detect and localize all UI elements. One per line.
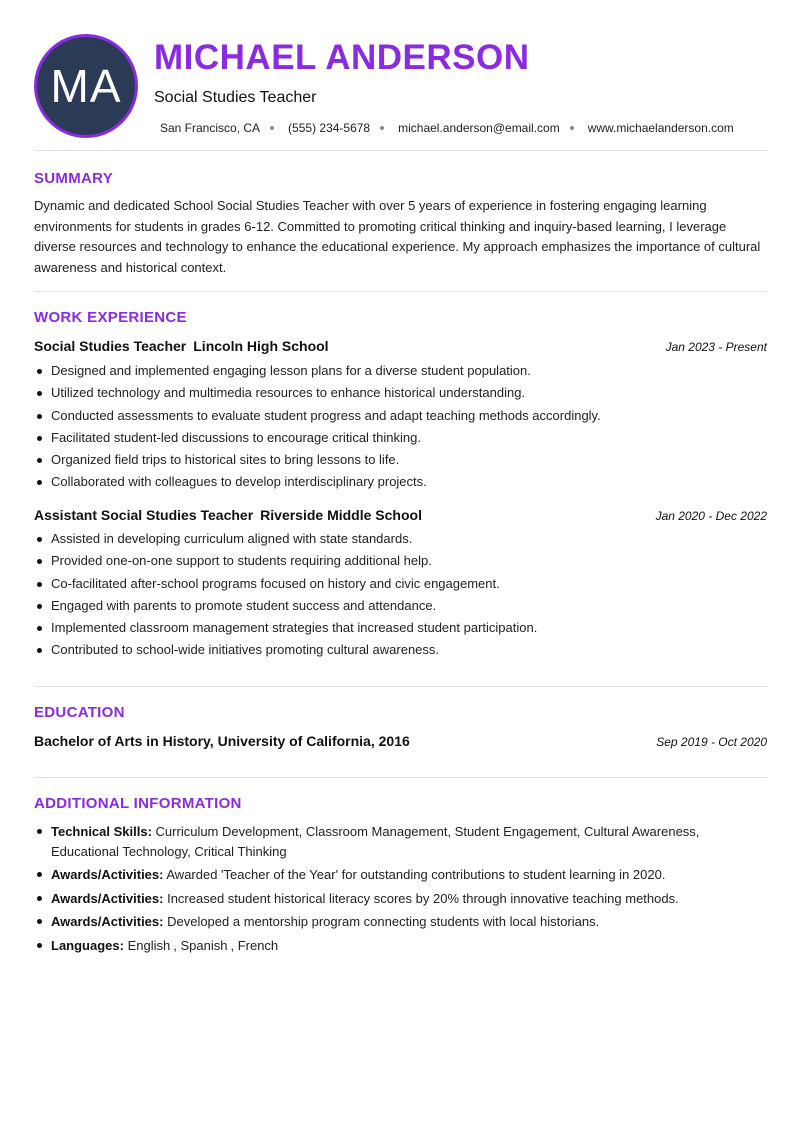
separator-dot (270, 126, 274, 130)
list-item: Co-facilitated after-school programs focused on history and civic engagement. (34, 573, 767, 595)
divider (34, 777, 767, 778)
list-item: Designed and implemented engaging lesson plans for a diverse student population. (34, 360, 767, 382)
job-role: Social Studies Teacher (34, 338, 187, 354)
separator-dot (570, 126, 574, 130)
item-text: Curriculum Development, Classroom Management, Student Engagement, Cultural Awareness, Educational Technology, Critical Thinking (51, 824, 700, 859)
list-item: Assisted in developing curriculum aligned with state standards. (34, 528, 767, 550)
languages-item (34, 936, 767, 956)
list-item (34, 865, 767, 885)
contact-email[interactable]: michael.anderson@email.com (398, 121, 560, 135)
language: English (127, 937, 171, 953)
separator-dot (380, 126, 384, 130)
summary-text: Dynamic and dedicated School Social Studies Teacher with over 5 years of experience in fostering engaging learning environments for students in grades 6-12. Committed to promoting critical thinking and inquiry-based learning, I leverage diverse resources and technology to enhance the educational experience. My approach emphasizes the importance of cultural awareness and historical context. (34, 198, 761, 275)
job-bullet-list (34, 360, 767, 494)
work-experience-heading: WORK EXPERIENCE (34, 309, 187, 326)
summary-heading: SUMMARY (34, 170, 114, 187)
list-item: Implemented classroom management strategies that increased student participation. (34, 617, 767, 639)
item-text: Developed a mentorship program connecting students with local historians. (167, 914, 600, 929)
divider (34, 150, 767, 151)
job-bullet-list (34, 528, 767, 662)
language: , French (230, 938, 278, 953)
item-label: Awards/Activities: (51, 867, 164, 882)
list-item: Provided one-on-one support to students requiring additional help. (34, 550, 767, 572)
language: , Spanish (173, 938, 227, 953)
candidate-title: Social Studies Teacher (154, 89, 317, 106)
additional-information-heading: ADDITIONAL INFORMATION (34, 795, 242, 812)
education-heading: EDUCATION (34, 704, 125, 721)
list-item: Facilitated student-led discussions to encourage critical thinking. (34, 427, 767, 449)
item-label: Languages: (51, 937, 124, 953)
job-date: Jan 2023 - Present (665, 340, 767, 354)
list-item (34, 912, 767, 932)
list-item: Engaged with parents to promote student success and attendance. (34, 595, 767, 617)
list-item: Organized field trips to historical sites to bring lessons to life. (34, 449, 767, 471)
item-label: Awards/Activities: (51, 890, 164, 906)
job-organization: Lincoln High School (193, 338, 329, 354)
education-degree: Bachelor of Arts in History, University of California, 2016 (34, 733, 410, 749)
education-date: Sep 2019 - Oct 2020 (656, 735, 767, 749)
item-text: Increased student historical literacy scores by 20% through innovative teaching methods. (167, 890, 679, 906)
contact-phone: (555) 234-5678 (288, 121, 371, 135)
divider (34, 686, 767, 687)
list-item (34, 822, 767, 861)
divider (34, 291, 767, 292)
list-item: Utilized technology and multimedia resources to enhance historical understanding. (34, 382, 767, 404)
list-item: Conducted assessments to evaluate student progress and adapt teaching methods accordingly. (34, 405, 767, 427)
list-item: Contributed to school-wide initiatives promoting cultural awareness. (34, 639, 767, 661)
list-item (34, 889, 767, 909)
job-header (34, 507, 767, 523)
item-label: Technical Skills: (51, 824, 152, 839)
job-header (34, 338, 767, 354)
job-role-line (34, 507, 422, 523)
item-text: Awarded 'Teacher of the Year' for outstanding contributions to student learning in 2020. (166, 867, 666, 882)
job-organization: Riverside Middle School (260, 507, 422, 523)
contact-website[interactable]: www.michaelanderson.com (587, 121, 734, 135)
candidate-name: MICHAEL ANDERSON (154, 38, 530, 77)
avatar-initials: MA (50, 60, 122, 112)
additional-info-list (34, 822, 767, 959)
contact-location: San Francisco, CA (160, 121, 261, 135)
item-label: Awards/Activities: (51, 914, 164, 929)
job-role-line (34, 338, 329, 354)
list-item: Collaborated with colleagues to develop interdisciplinary projects. (34, 471, 767, 493)
contact-bar (160, 121, 734, 135)
avatar (34, 34, 138, 138)
job-role: Assistant Social Studies Teacher (34, 507, 254, 523)
job-date: Jan 2020 - Dec 2022 (655, 509, 767, 523)
education-entry (34, 733, 767, 749)
